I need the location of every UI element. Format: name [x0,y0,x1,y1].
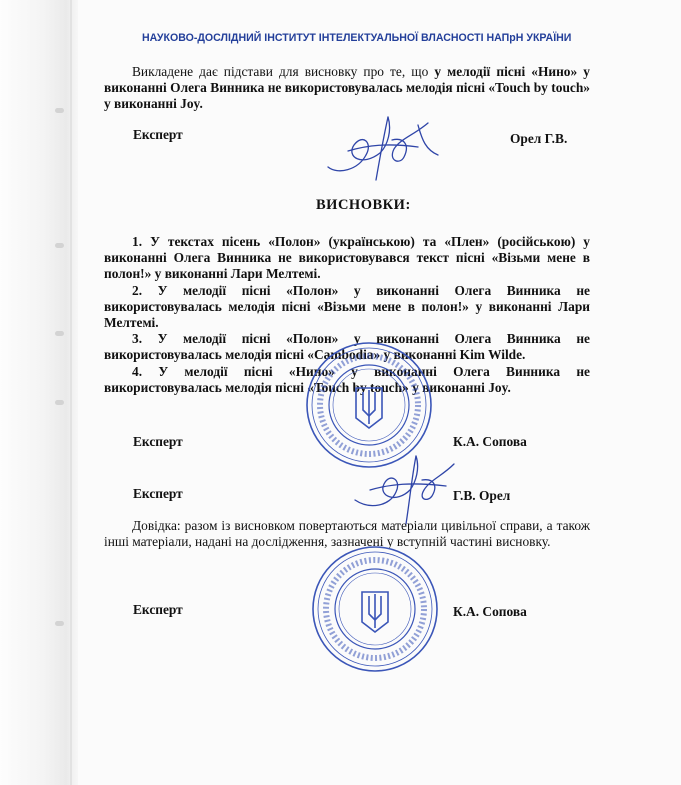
conclusion-item: 1. У текстах пісень «Полон» (українською) та «Плен» (російською) у виконанні Олега Винника не використовувався текст пісні «Візьми мене в полон!» у виконанні Лари Мелтемі. [104,234,590,282]
signature-name: Г.В. Орел [453,488,511,503]
binding-hole [55,331,64,336]
signature-role: Експерт [133,602,183,617]
note-paragraph: Довідка: разом із висновком повертаються матеріали цивільної справи, а також інші матеріали, надані на дослідження, зазначені у вступній частині висновку. [104,518,590,549]
official-stamp-icon [304,340,434,470]
signature-role: Експерт [133,434,183,449]
binding-hole [55,400,64,405]
binding-crease [70,0,72,785]
institute-header: НАУКОВО-ДОСЛІДНИЙ ІНСТИТУТ ІНТЕЛЕКТУАЛЬНОЇ ВЛАСНОСТІ НАПрН УКРАЇНИ [142,32,572,44]
handwritten-signature-icon [318,105,448,185]
official-stamp-icon [310,544,440,674]
intro-lead: Викладене дає підстави для висновку про те, що [132,64,435,79]
binding-edge [0,0,78,785]
conclusions-heading: ВИСНОВКИ: [316,197,411,213]
binding-hole [55,243,64,248]
intro-conclusion: у мелодії пісні «Нино» у виконанні Олега Винника не використовувалась мелодія пісні «Touch by touch» у виконанні Joy. [104,64,590,111]
conclusion-item: 3. У мелодії пісні «Полон» у виконанні Олега Винника не використовувалась мелодія пісні «Cambodia» у виконанні Kim Wilde. [104,331,590,363]
signature-role: Експерт [133,486,183,501]
signature-name: К.А. Сопова [453,604,527,619]
signature-name: К.А. Сопова [453,434,527,449]
binding-hole [55,108,64,113]
signature-role: Експерт [133,127,183,142]
binding-hole [55,621,64,626]
conclusion-item: 2. У мелодії пісні «Полон» у виконанні Олега Винника не використовувалась мелодія пісні «Візьми мене в полон!» у виконанні Лари Мелтемі. [104,282,590,331]
signature-name: Орел Г.В. [510,131,568,146]
conclusion-item: 4. У мелодії пісні «Нино» у виконанні Олега Винника не використовувалась мелодія пісні «Touch by touch» у виконанні Joy. [104,363,590,395]
